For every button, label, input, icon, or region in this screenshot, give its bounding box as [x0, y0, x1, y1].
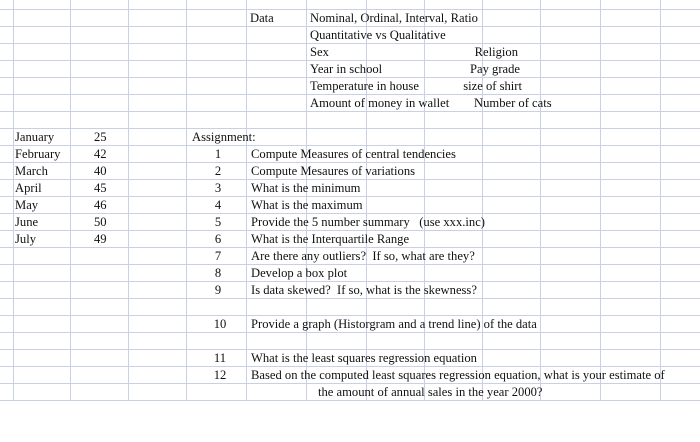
- task-text[interactable]: Based on the computed least squares regression equation, what is your estimate of: [251, 368, 665, 382]
- variable-sex[interactable]: Sex: [310, 45, 329, 59]
- task-text[interactable]: What is the Interquartile Range: [251, 232, 410, 246]
- task-text[interactable]: Compute Mesaures of variations: [251, 164, 416, 178]
- value-cell[interactable]: 45: [94, 181, 107, 195]
- task-text[interactable]: Are there any outliers? If so, what are they?: [251, 249, 475, 263]
- task-number[interactable]: 5: [214, 215, 222, 229]
- task-number[interactable]: 11: [213, 351, 227, 365]
- task-text[interactable]: What is the maximum: [251, 198, 363, 212]
- task-text[interactable]: Develop a box plot: [251, 266, 348, 280]
- task-number[interactable]: 4: [214, 198, 222, 212]
- value-cell[interactable]: 40: [94, 164, 107, 178]
- task-text[interactable]: Is data skewed? If so, what is the skewness?: [251, 283, 477, 297]
- task-number[interactable]: 1: [214, 147, 222, 161]
- month-cell[interactable]: January: [15, 130, 55, 144]
- task-number[interactable]: 12: [213, 368, 227, 382]
- variable-pay-grade[interactable]: Pay grade: [469, 62, 520, 76]
- data-types-header[interactable]: Nominal, Ordinal, Interval, Ratio: [310, 11, 478, 25]
- task-number[interactable]: 2: [214, 164, 222, 178]
- data-types-subheader[interactable]: Quantitative vs Qualitative: [310, 28, 446, 42]
- task-text[interactable]: Compute Measures of central tendencies: [251, 147, 456, 161]
- data-label[interactable]: Data: [250, 11, 274, 25]
- variable-money-in-wallet[interactable]: Amount of money in wallet: [310, 96, 450, 110]
- task-number[interactable]: 3: [214, 181, 222, 195]
- variable-temperature[interactable]: Temperature in house: [310, 79, 419, 93]
- variable-year-in-school[interactable]: Year in school: [310, 62, 383, 76]
- task-number[interactable]: 9: [214, 283, 222, 297]
- value-cell[interactable]: 42: [94, 147, 107, 161]
- task-text-continuation[interactable]: the amount of annual sales in the year 2000?: [318, 385, 543, 399]
- task-text[interactable]: Provide the 5 number summary (use xxx.inc): [251, 215, 485, 229]
- month-cell[interactable]: June: [15, 215, 39, 229]
- month-cell[interactable]: March: [15, 164, 48, 178]
- variable-shirt-size[interactable]: size of shirt: [463, 79, 522, 93]
- value-cell[interactable]: 50: [94, 215, 107, 229]
- month-cell[interactable]: April: [15, 181, 42, 195]
- month-cell[interactable]: May: [15, 198, 39, 212]
- task-number[interactable]: 10: [213, 317, 227, 331]
- variable-religion[interactable]: Religion: [474, 45, 518, 59]
- task-number[interactable]: 6: [214, 232, 222, 246]
- task-text[interactable]: Provide a graph (Historgram and a trend line) of the data: [251, 317, 537, 331]
- value-cell[interactable]: 49: [94, 232, 107, 246]
- assignment-title[interactable]: Assignment:: [192, 130, 256, 144]
- task-number[interactable]: 7: [214, 249, 222, 263]
- task-number[interactable]: 8: [214, 266, 222, 280]
- value-cell[interactable]: 25: [94, 130, 107, 144]
- task-text[interactable]: What is the least squares regression equation: [251, 351, 477, 365]
- variable-number-of-cats[interactable]: Number of cats: [474, 96, 552, 110]
- month-cell[interactable]: July: [15, 232, 36, 246]
- value-cell[interactable]: 46: [94, 198, 107, 212]
- month-cell[interactable]: February: [15, 147, 61, 161]
- task-text[interactable]: What is the minimum: [251, 181, 361, 195]
